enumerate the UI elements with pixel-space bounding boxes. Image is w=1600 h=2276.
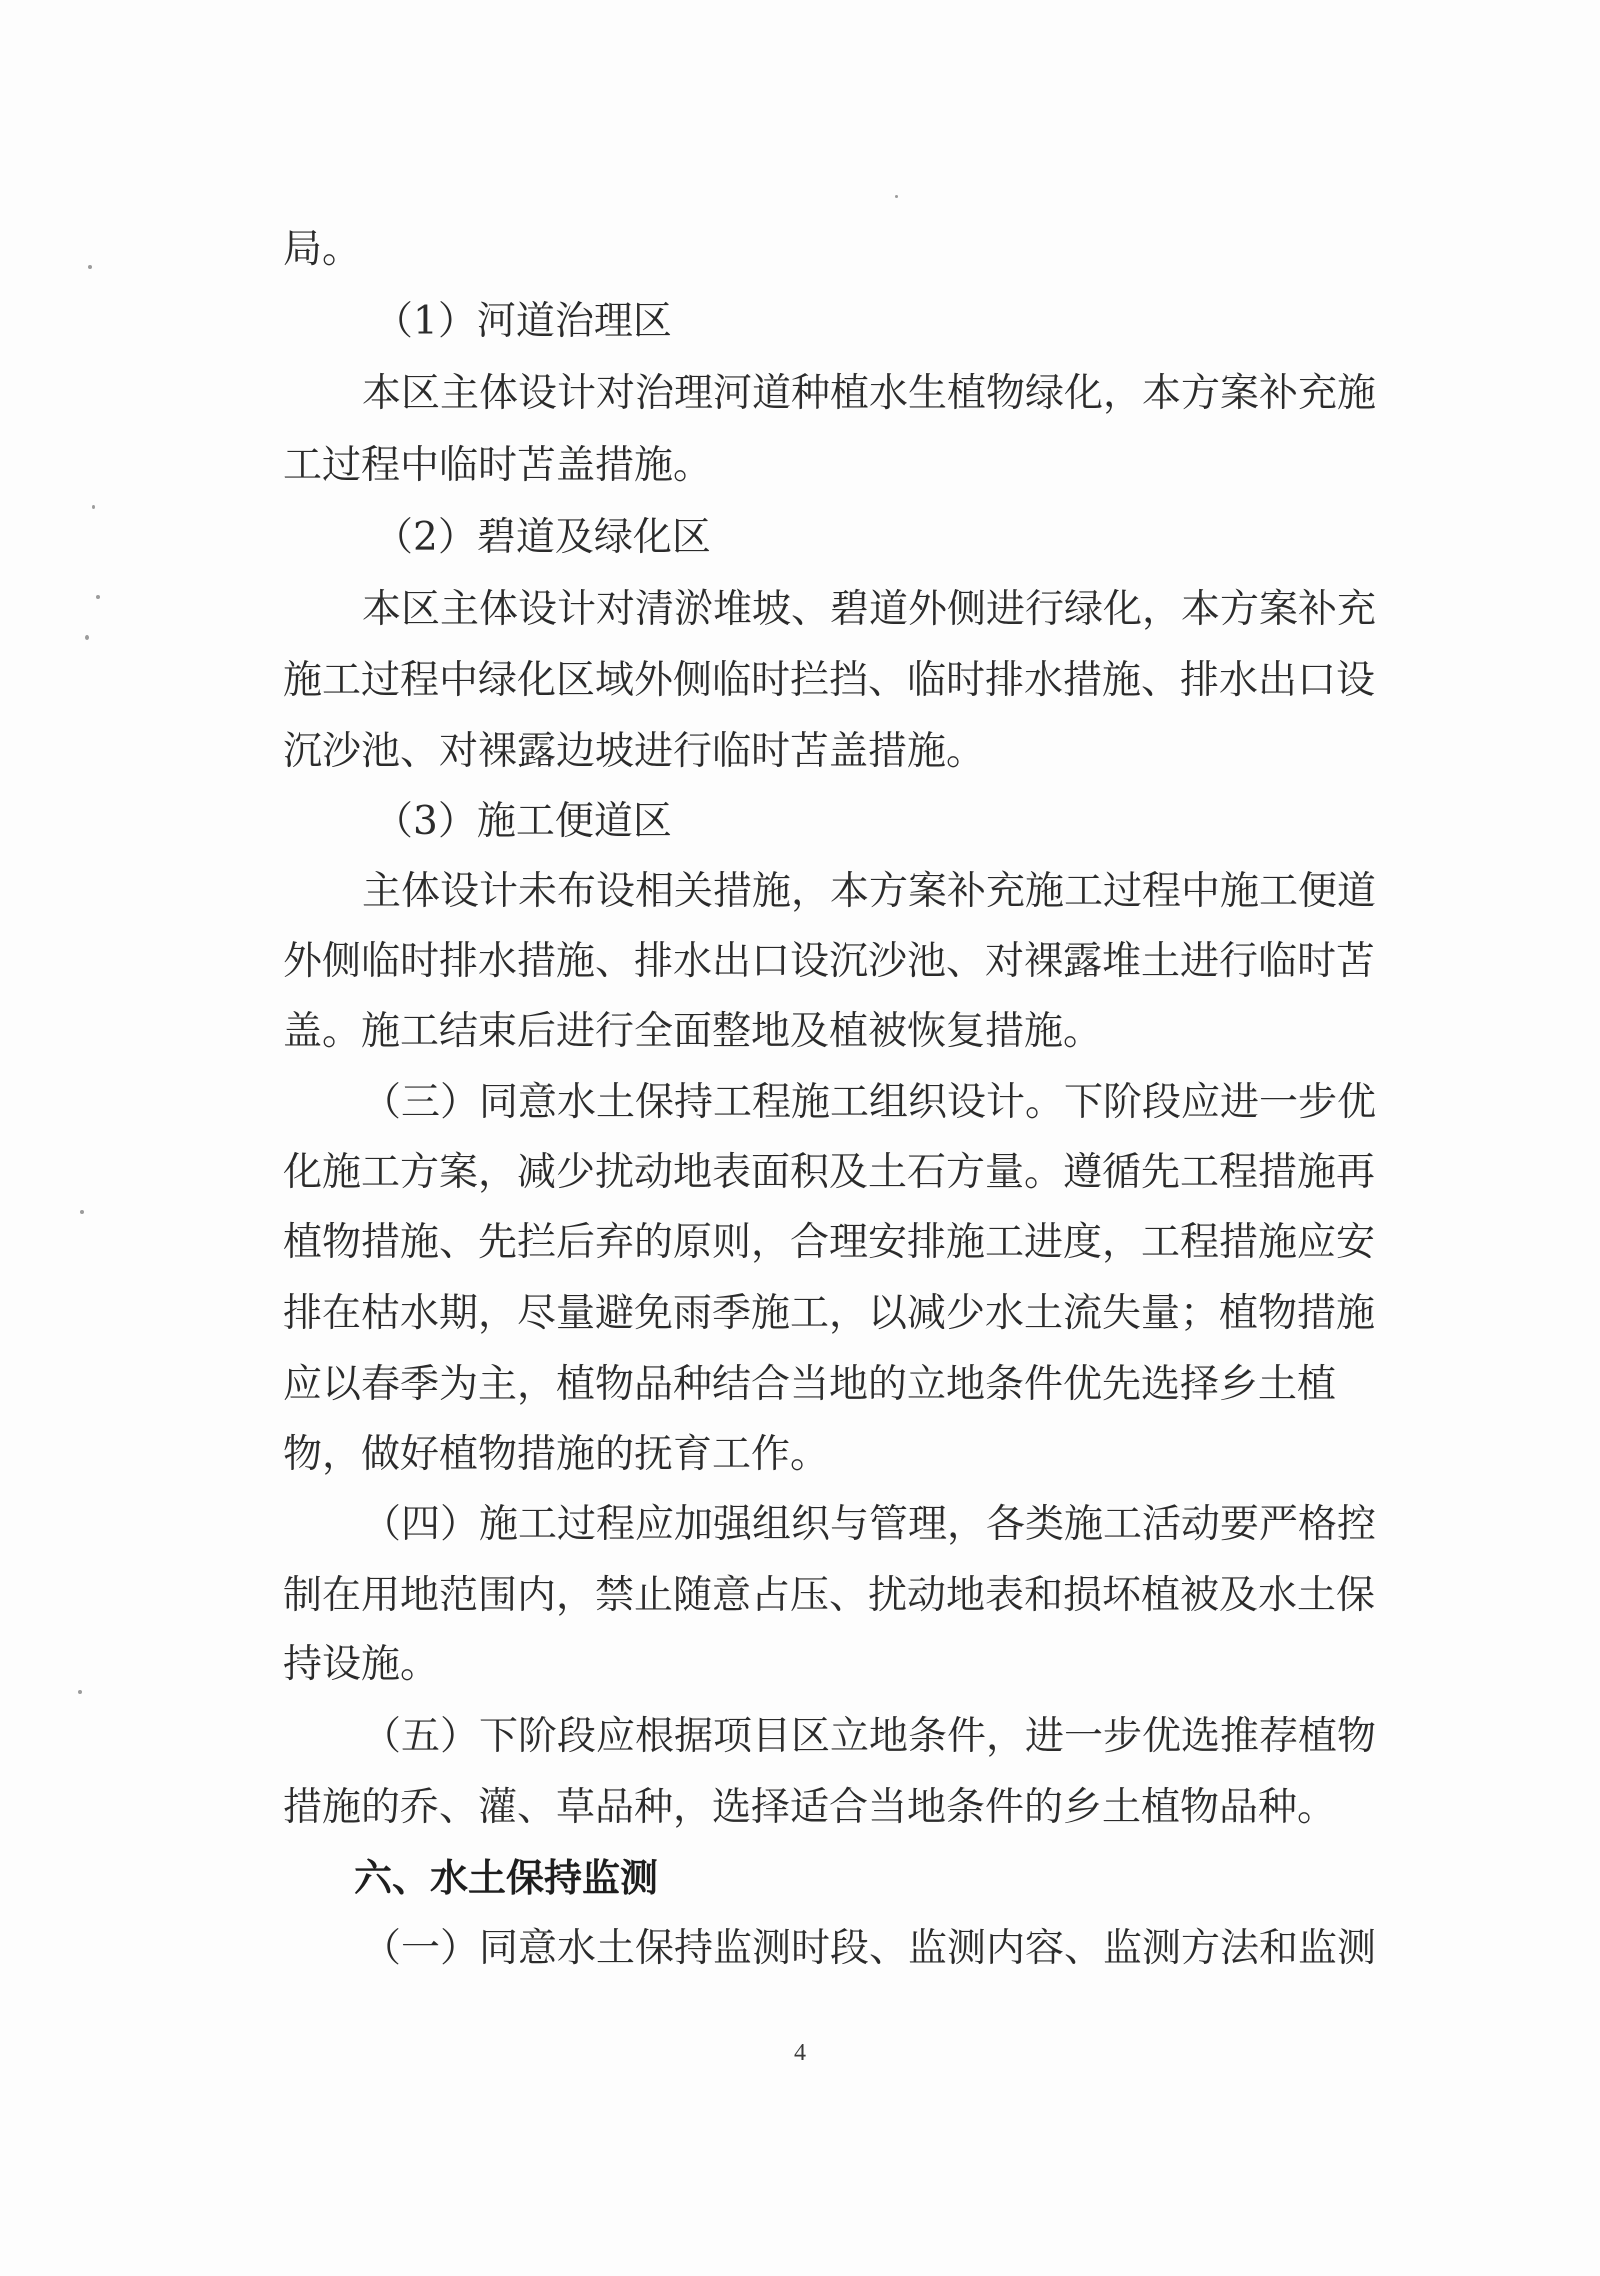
scan-speck	[895, 195, 898, 198]
text-line: 沉沙池、对裸露边坡进行临时苫盖措施。	[283, 729, 986, 774]
text-line: 排在枯水期，尽量避免雨季施工，以减少水土流失量；植物措施	[283, 1291, 1376, 1336]
text-line: （三）同意水土保持工程施工组织设计。下阶段应进一步优	[362, 1080, 1377, 1125]
text-line: 物，做好植物措施的抚育工作。	[283, 1432, 830, 1477]
scan-speck	[80, 1210, 84, 1214]
scan-speck	[92, 505, 95, 509]
text-line: 施工过程中绿化区域外侧临时拦挡、临时排水措施、排水出口设	[283, 658, 1376, 703]
subsection-heading: （1）河道治理区	[374, 299, 672, 344]
text-line: 盖。施工结束后进行全面整地及植被恢复措施。	[283, 1009, 1103, 1054]
text-line: 外侧临时排水措施、排水出口设沉沙池、对裸露堆土进行临时苫	[283, 939, 1376, 984]
scan-speck	[78, 1690, 82, 1694]
scan-speck	[96, 595, 100, 599]
scan-speck	[85, 635, 89, 640]
text-line: （五）下阶段应根据项目区立地条件，进一步优选推荐植物	[362, 1714, 1377, 1759]
text-line: 植物措施、先拦后弃的原则，合理安排施工进度，工程措施应安	[283, 1220, 1376, 1265]
section-heading: 六、水土保持监测	[354, 1856, 659, 1900]
subsection-heading: （3）施工便道区	[374, 799, 672, 844]
subsection-heading: （2）碧道及绿化区	[374, 515, 711, 560]
scan-speck	[88, 265, 92, 269]
text-line: 本区主体设计对清淤堆坡、碧道外侧进行绿化，本方案补充	[362, 587, 1377, 632]
page-number: 4	[794, 2040, 806, 2066]
text-line: 主体设计未布设相关措施，本方案补充施工过程中施工便道	[362, 869, 1377, 914]
text-line: 本区主体设计对治理河道种植水生植物绿化，本方案补充施	[362, 371, 1377, 416]
text-line: （一）同意水土保持监测时段、监测内容、监测方法和监测	[362, 1926, 1377, 1971]
text-line: 化施工方案，减少扰动地表面积及土石方量。遵循先工程措施再	[283, 1150, 1376, 1195]
text-line: 局。	[283, 227, 362, 272]
text-line: （四）施工过程应加强组织与管理，各类施工活动要严格控	[362, 1502, 1377, 1547]
text-line: 制在用地范围内，禁止随意占压、扰动地表和损坏植被及水土保	[283, 1573, 1376, 1618]
text-line: 应以春季为主，植物品种结合当地的立地条件优先选择乡土植	[283, 1362, 1337, 1407]
text-line: 持设施。	[283, 1642, 440, 1687]
text-line: 工过程中临时苫盖措施。	[283, 443, 713, 488]
text-line: 措施的乔、灌、草品种，选择适合当地条件的乡土植物品种。	[283, 1785, 1337, 1830]
